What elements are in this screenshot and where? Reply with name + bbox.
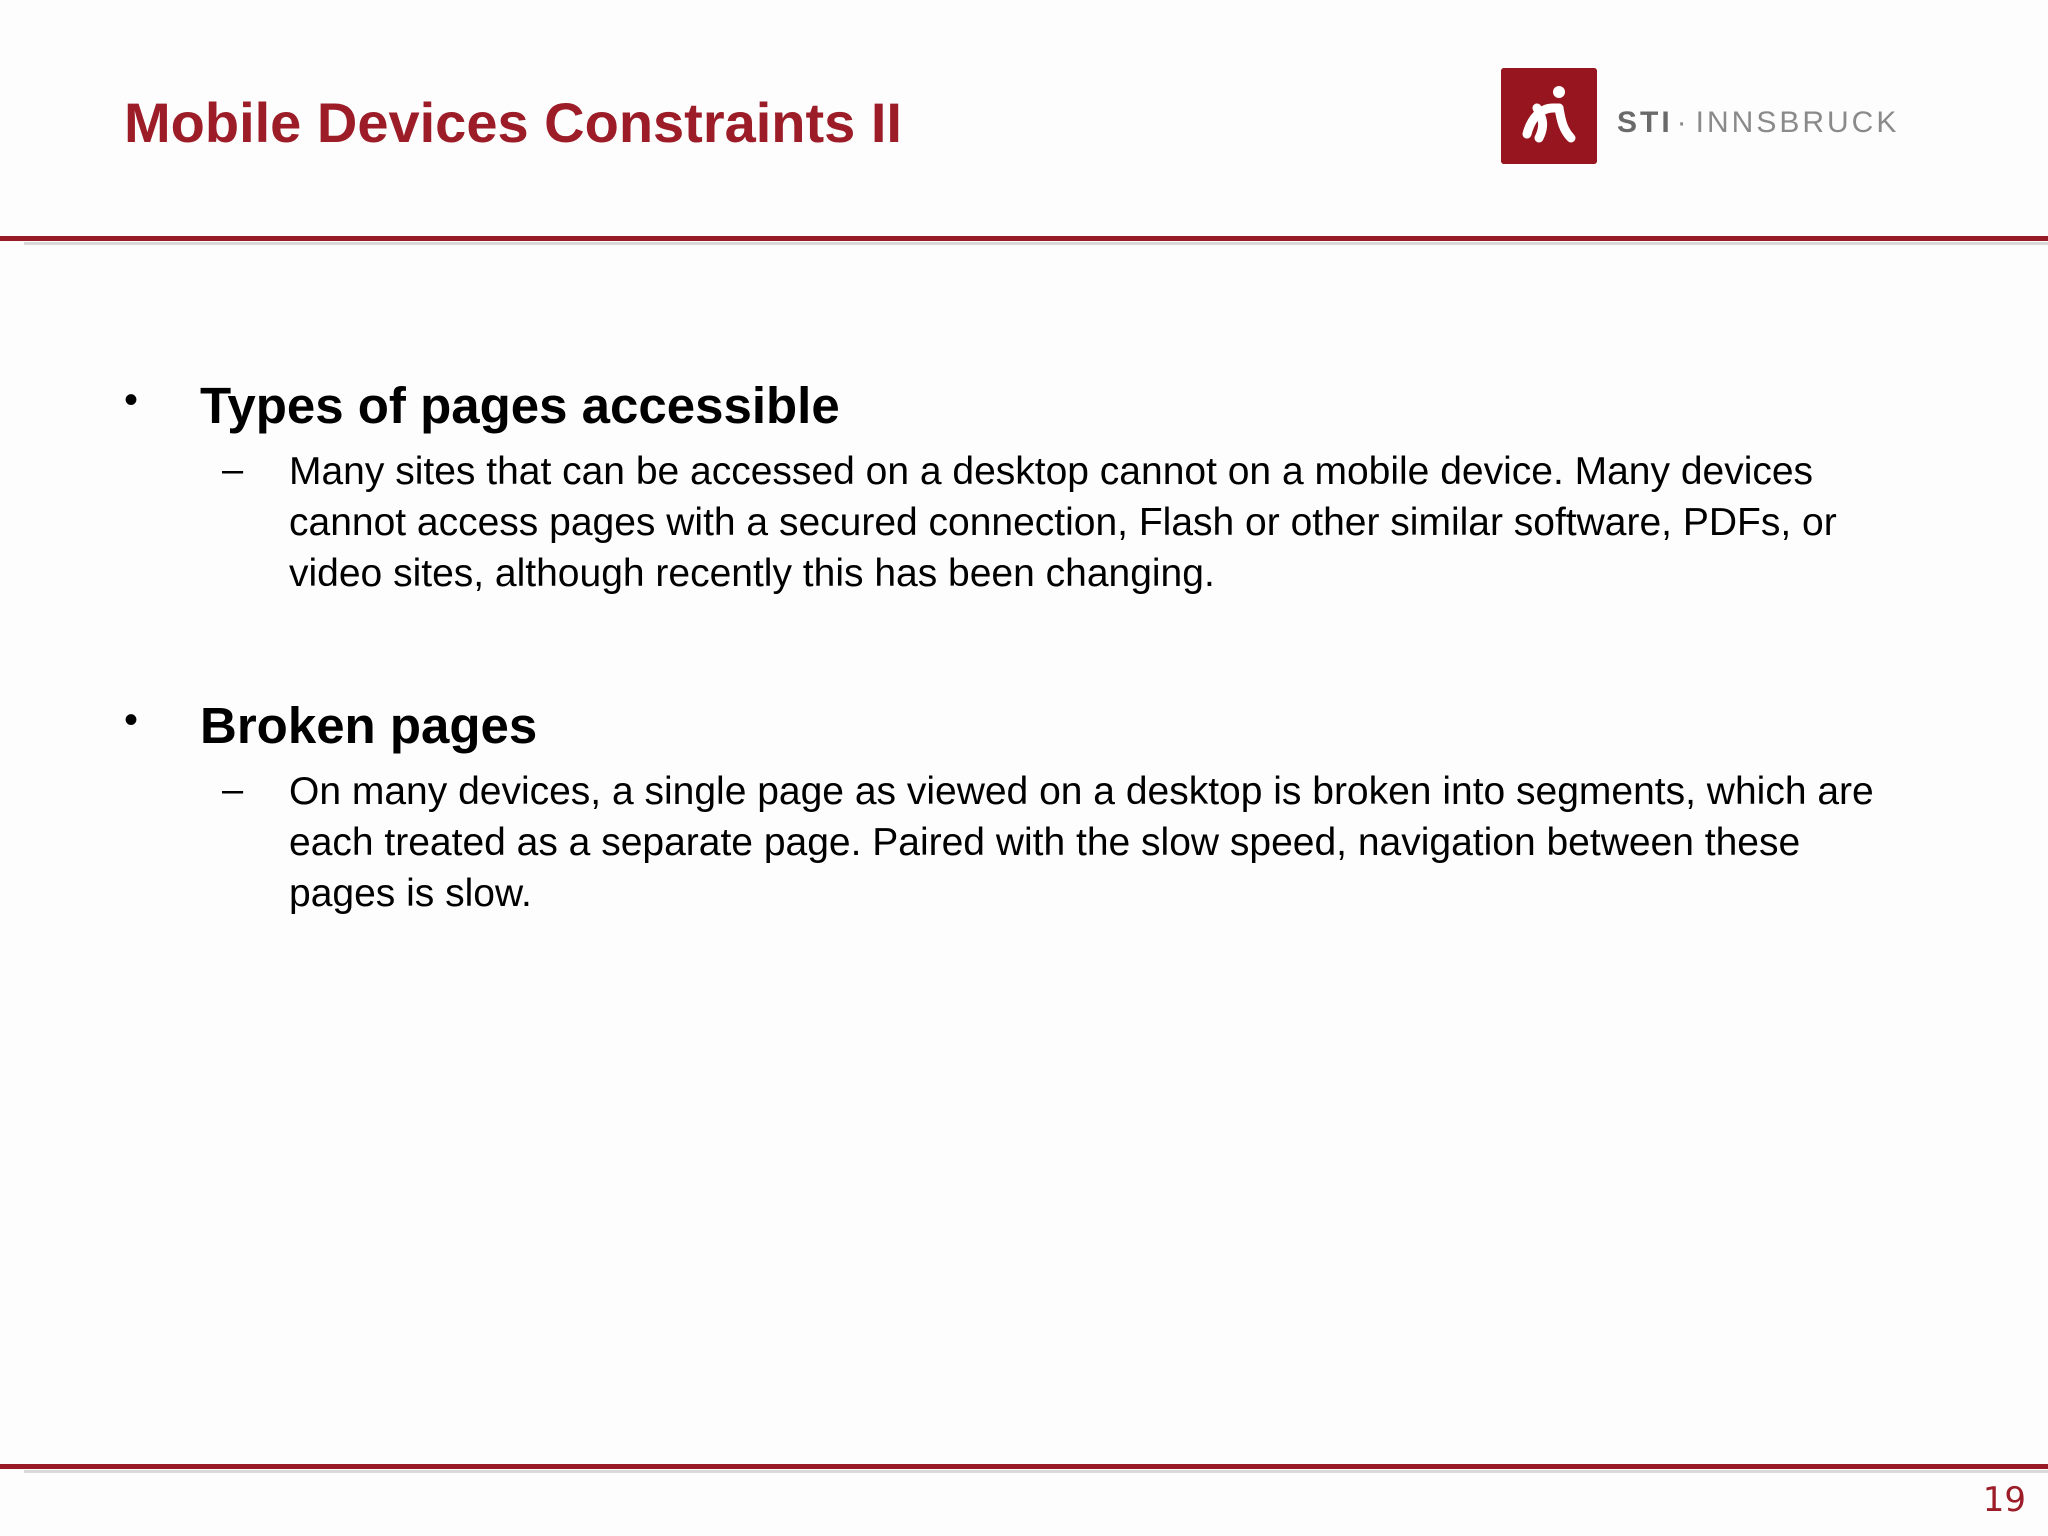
bullet-marker: • (124, 378, 139, 422)
sub-bullet-marker: – (222, 449, 244, 491)
logo-separator: · (1676, 106, 1690, 139)
sti-logo-icon (1501, 68, 1597, 164)
sub-bullet-text: Many sites that can be accessed on a desktop cannot on a mobile device. Many devices cannot access pages with a secured connection, Flash or other similar software, PDFs, or video sites, although recently this has been changing. (289, 450, 1837, 595)
bullet-marker: • (124, 698, 139, 742)
page-number: 19 (1982, 1480, 2026, 1520)
bullet-heading: Types of pages accessible (200, 377, 840, 434)
logo-wordmark (1617, 92, 1899, 140)
logo-city-text: INNSBRUCK (1695, 106, 1900, 139)
slide-title: Mobile Devices Constraints II (124, 91, 902, 154)
sti-innsbruck-logo (1501, 68, 1899, 164)
sub-bullet-marker: – (222, 769, 244, 811)
sub-bullet-text: On many devices, a single page as viewed on a desktop is broken into segments, which are each treated as a separate page. Paired with the slow speed, navigation between these pages is slow. (289, 770, 1874, 915)
bullet-heading: Broken pages (200, 697, 538, 754)
footer-divider (0, 1464, 2048, 1469)
header-divider (0, 236, 2048, 241)
logo-sti-text: STI (1617, 106, 1673, 139)
